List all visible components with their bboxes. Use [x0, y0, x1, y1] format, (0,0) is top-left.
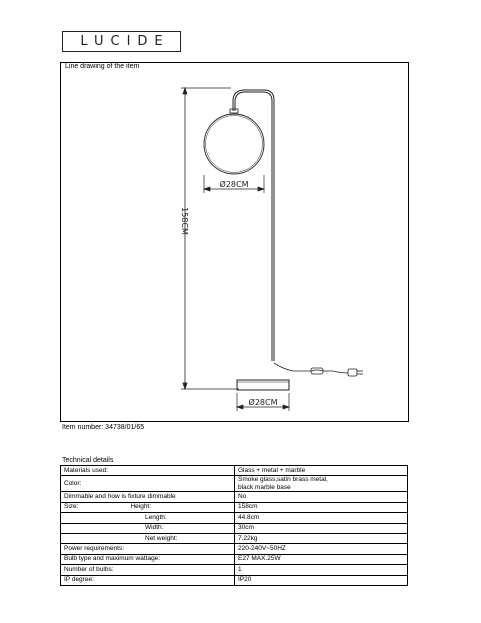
spec-label: Power requirements: [61, 544, 235, 554]
spec-sublabel: Length: [145, 513, 167, 521]
spec-value-line: Smoke glass,satin brass metal, [238, 476, 328, 484]
spec-label [61, 523, 235, 533]
table-row [61, 544, 408, 554]
spec-value: Glass + metal + marble [235, 466, 408, 476]
spec-value: 44.8cm [235, 513, 408, 523]
spec-value: 158cm [235, 502, 408, 512]
table-row [61, 466, 408, 476]
table-row [61, 502, 408, 512]
height-label: 158CM [180, 207, 189, 235]
table-row [61, 476, 408, 492]
technical-details-table [60, 465, 408, 586]
table-row [61, 575, 408, 585]
spec-label [61, 513, 235, 523]
spec-label: Dimmable and how is fixture dimmable [61, 492, 235, 502]
spec-value: E27 MAX.25W [235, 554, 408, 564]
spec-sublabel: Net weight: [145, 534, 178, 542]
spec-value: 30cm [235, 523, 408, 533]
spec-sublabel: Width: [145, 524, 164, 532]
spec-value [235, 476, 408, 492]
shade-diameter-label: Ø28CM [219, 180, 249, 189]
brand-logo [62, 31, 181, 52]
spec-label: IP degree: [61, 575, 235, 585]
lamp-line-drawing [61, 63, 410, 423]
spec-label: Materials used: [61, 466, 235, 476]
item-number: Item number: 34738/01/65 [62, 424, 145, 431]
marble-base [237, 380, 289, 390]
table-row [61, 554, 408, 564]
power-cable [274, 363, 363, 376]
line-drawing-panel [60, 62, 409, 422]
drawing-caption: Line drawing of the item [65, 63, 140, 70]
table-row [61, 523, 408, 533]
spec-group-label: Size: [64, 503, 79, 511]
spec-label: Bulb type and maximum wattage: [61, 554, 235, 564]
table-row [61, 533, 408, 543]
spec-sublabel: Height: [130, 503, 152, 511]
lamp-pole [233, 90, 274, 361]
glass-shade [204, 109, 264, 174]
spec-label [61, 533, 235, 543]
brand-logo-text: LUCIDE [80, 34, 170, 49]
table-row [61, 513, 408, 523]
table-row [61, 565, 408, 575]
spec-label [61, 502, 235, 512]
technical-details-title: Technical details [62, 457, 114, 464]
spec-label: Color: [61, 476, 235, 492]
spec-value: 220-240V~50HZ [235, 544, 408, 554]
spec-label: Number of bulbs: [61, 565, 235, 575]
spec-value: IP20 [235, 575, 408, 585]
base-diameter-label: Ø28CM [248, 398, 278, 407]
spec-value-line: black marble base [238, 483, 291, 491]
spec-value: 1 [235, 565, 408, 575]
spec-value: No [235, 492, 408, 502]
spec-value: 7.22kg [235, 533, 408, 543]
height-dimension [181, 88, 239, 389]
table-row [61, 492, 408, 502]
